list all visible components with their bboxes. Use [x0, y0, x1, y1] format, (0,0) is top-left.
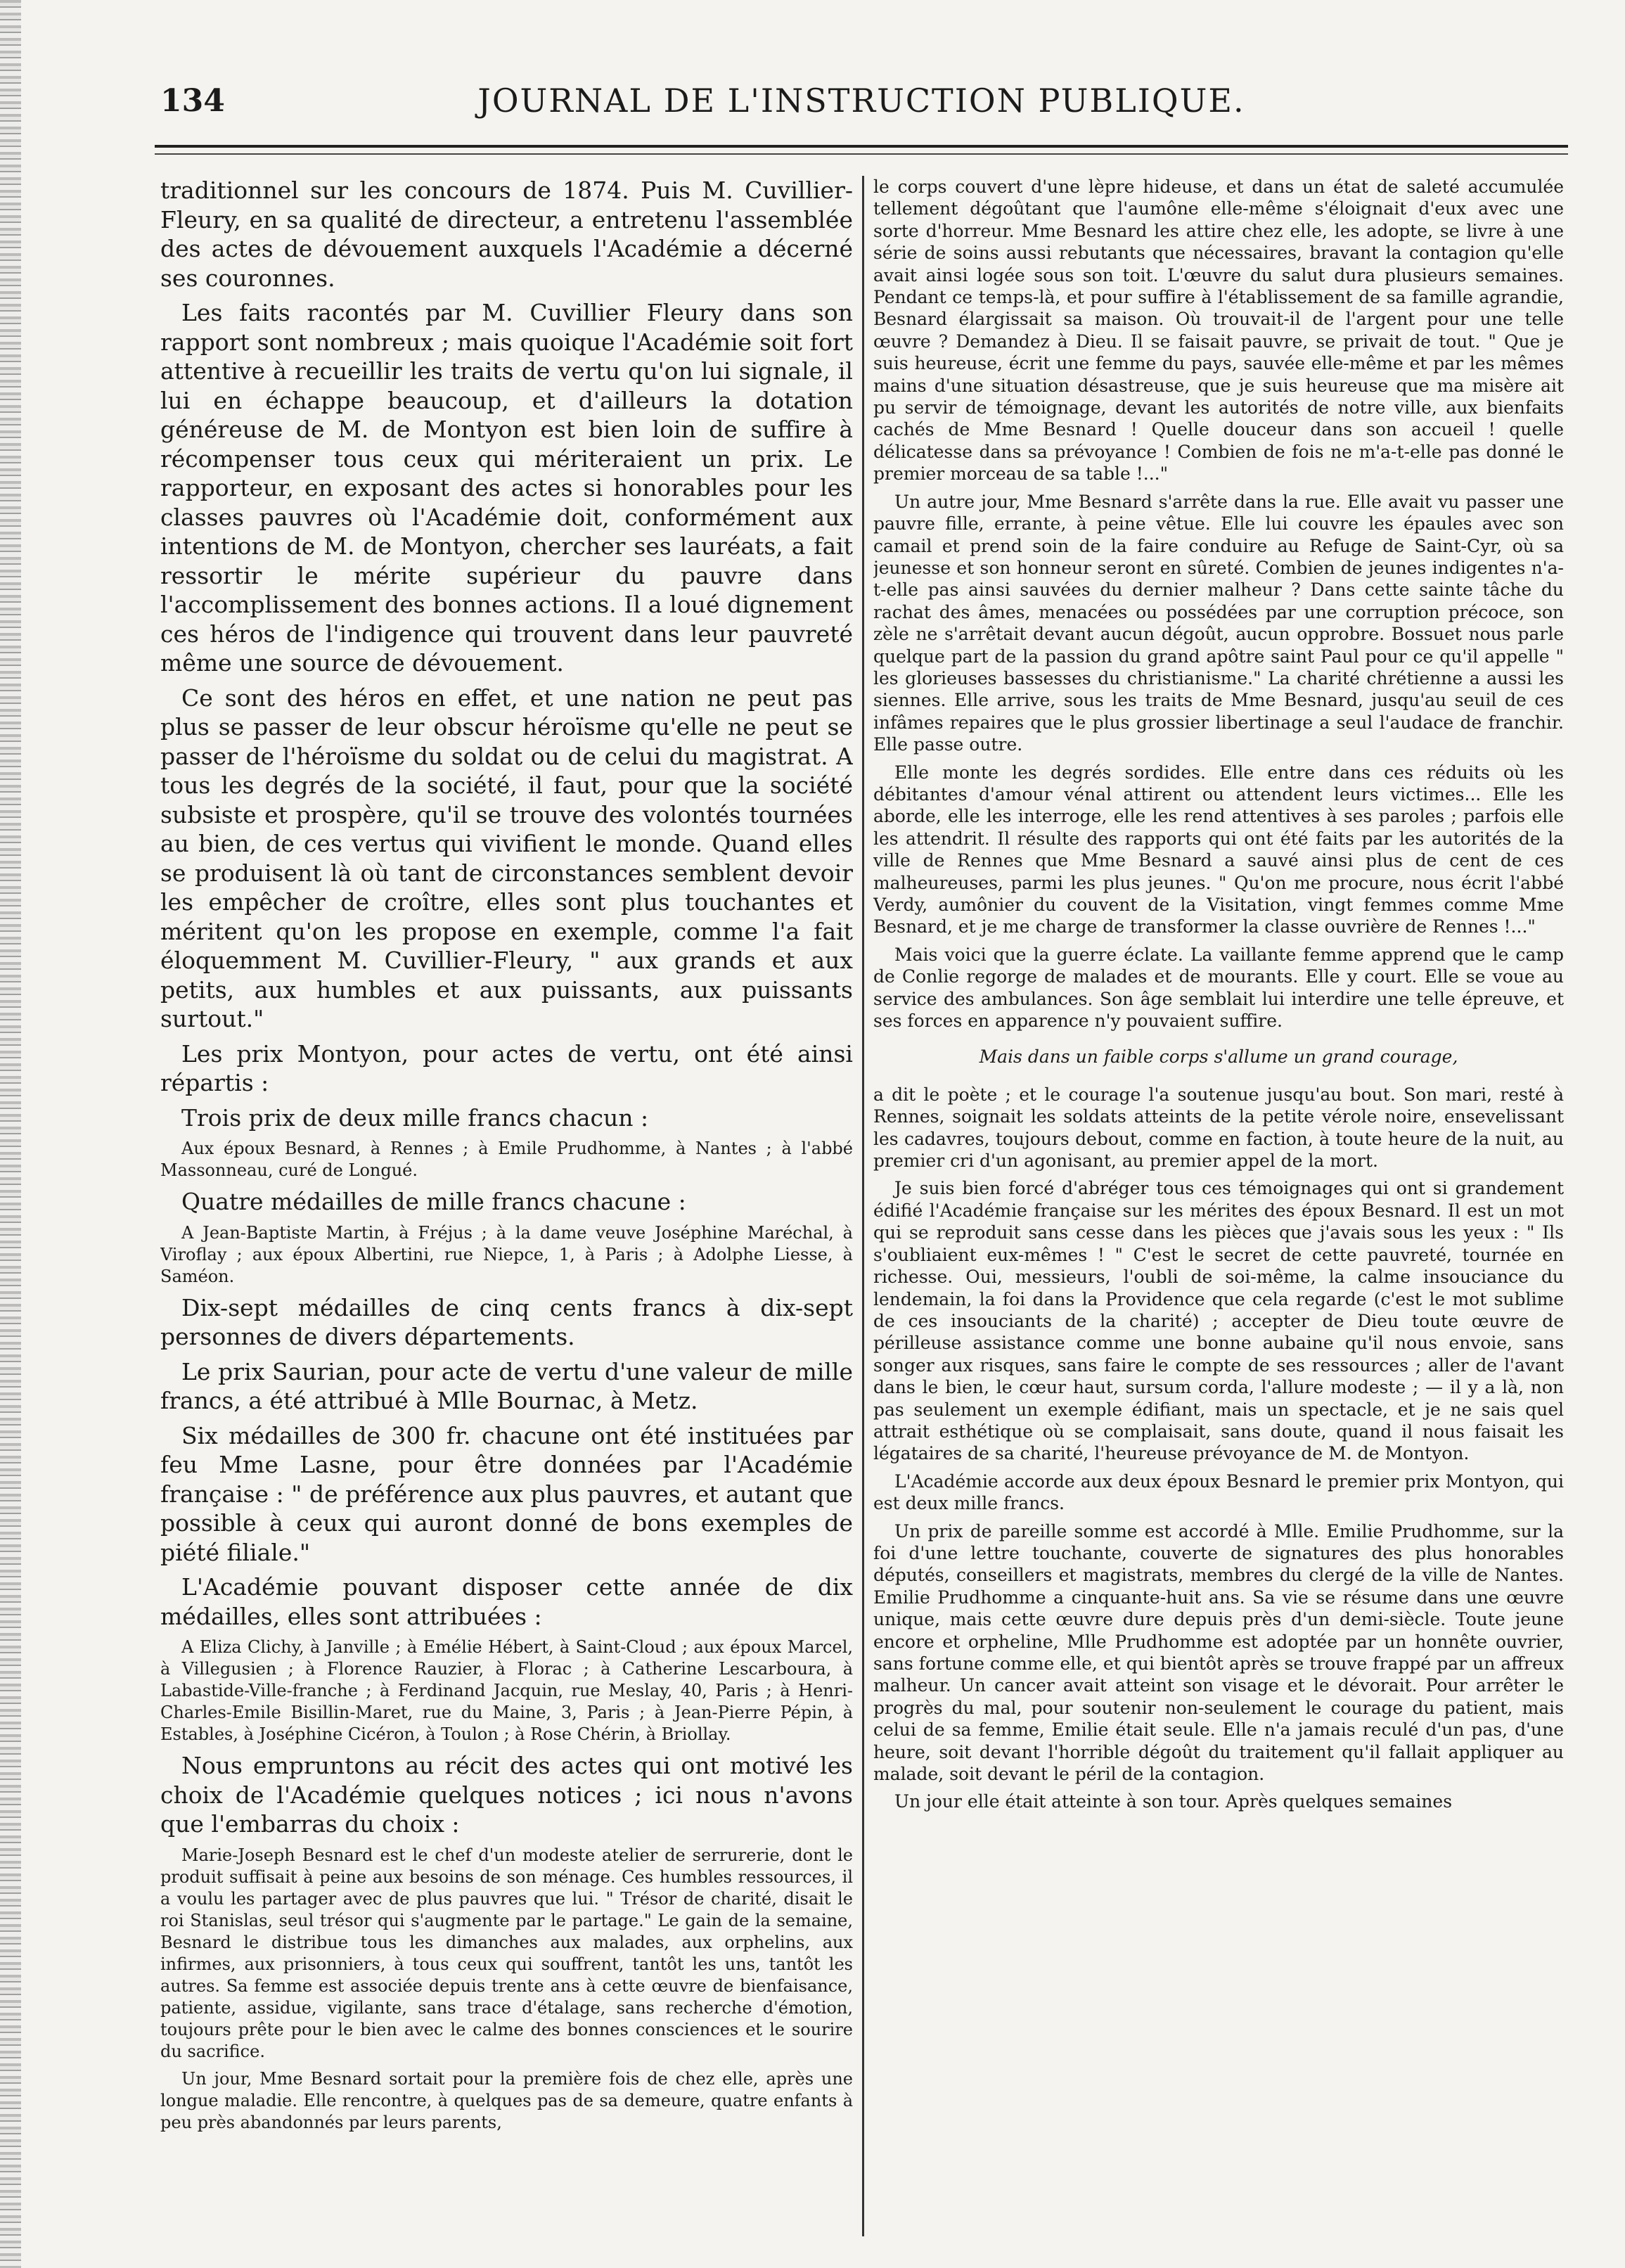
text-columns	[155, 176, 1568, 2236]
paragraph: Les faits racontés par M. Cuvillier Fleury dans son rapport sont nombreux ; mais quoique l'Académie soit fort attentive à recueillir les traits de vertu qu'on lui signale, il lui en échappe beaucoup, et d'ailleurs la dotation généreuse de M. de Montyon est bien loin de suffire à récompenser tous ceux qui mériteraient un prix. Le rapporteur, en exposant des actes si honorables pour les classes pauvres où l'Académie doit, conformément aux intentions de M. de Montyon, chercher ses lauréats, a fait ressortir le mérite supérieur du pauvre dans l'accomplissement des bonnes actions. Il a loué dignement ces héros de l'indigence qui trouvent dans leur pauvreté même une source de dévouement.	[160, 299, 853, 677]
right-column	[873, 176, 1564, 2236]
paragraph: Un autre jour, Mme Besnard s'arrête dans la rue. Elle avait vu passer une pauvre fille, errante, à peine vêtue. Elle lui couvre les épaules avec son camail et prend soin de la faire conduire au Refuge de Saint-Cyr, où sa jeunesse et son honneur seront en sûreté. Combien de jeunes indigentes n'a-t-elle pas ainsi sauvées du dernier malheur ? Dans cette sainte tâche du rachat des âmes, menacées ou possédées par une corruption précoce, son zèle ne s'arrêtait devant aucun dégoût, aucun opprobre. Bossuet nous parle quelque part de la passion du grand apôtre saint Paul pour ce qu'il appelle " les glorieuses bassesses du christianisme." La charité chrétienne a aussi les siennes. Elle arrive, sous les traits de Mme Besnard, jusqu'au seuil de ces infâmes repaires que le plus grossier libertinage a seul l'audace de franchir. Elle passe outre.	[873, 491, 1564, 755]
verse-quote: Mais dans un faible corps s'allume un grand courage,	[979, 1046, 1458, 1068]
paragraph: A Jean-Baptiste Martin, à Fréjus ; à la dame veuve Joséphine Maréchal, à Viroflay ; aux époux Albertini, rue Niepce, 1, à Paris ; à Adolphe Liesse, à Saméon.	[160, 1222, 853, 1286]
page-number: 134	[160, 83, 225, 119]
paragraph: Un jour, Mme Besnard sortait pour la première fois de chez elle, après une longue maladie. Elle rencontre, à quelques pas de sa demeure, quatre enfants à peu près abandonnés par leurs parents,	[160, 2068, 853, 2132]
paragraph: Je suis bien forcé d'abréger tous ces témoignages qui ont si grandement édifié l'Académie française sur les mérites des époux Besnard. Il est un mot qui se reproduit sans cesse dans les pièces que j'avais sous les yeux : " Ils s'oubliaient eux-mêmes ! " C'est le secret de cette pauvreté, tournée en richesse. Oui, messieurs, l'oubli de soi-même, la calme insouciance du lendemain, la foi dans la Providence que cela regarde (c'est le mot sublime de ces insouciants de la charité) ; accepter de Dieu toute œuvre de périlleuse assistance comme une bonne aubaine qu'il nous envoie, sans songer aux risques, sans faire le compte de ses ressources ; aller de l'avant dans le bien, le cœur haut, sursum corda, l'allure modeste ; — il y a là, non pas seulement un exemple édifiant, mais un spectacle, et je ne sais quel attrait esthétique où se complaisait, sans doute, quand il nous faisait les légataires de sa charité, l'heureuse prévoyance de M. de Montyon.	[873, 1178, 1564, 1464]
paragraph: A Eliza Clichy, à Janville ; à Emélie Hébert, à Saint-Cloud ; aux époux Marcel, à Villegusien ; à Florence Rauzier, à Florac ; à Catherine Lescarboura, à Labastide-Ville-franche ; à Ferdinand Jacquin, rue Meslay, 40, Paris ; à Henri-Charles-Emile Bisillin-Maret, rue du Maine, 3, Paris ; à Jean-Pierre Pépin, à Estables, à Joséphine Cicéron, à Toulon ; à Rose Chérin, à Briollay.	[160, 1637, 853, 1744]
paragraph: Aux époux Besnard, à Rennes ; à Emile Prudhomme, à Nantes ; à l'abbé Massonneau, curé de Longué.	[160, 1139, 853, 1180]
paragraph: Un prix de pareille somme est accordé à Mlle. Emilie Prudhomme, sur la foi d'une lettre touchante, couverte de signatures des plus honorables députés, conseillers et magistrats, membres du clergé de la ville de Nantes. Emilie Prudhomme a cinquante-huit ans. Sa vie se résume dans une œuvre unique, mais cette œuvre dure depuis près d'un demi-siècle. Toute jeune encore et orpheline, Mlle Prudhomme est adoptée par un honnête ouvrier, sans fortune comme elle, et qui bientôt après se trouve frappé par un affreux malheur. Un cancer avait atteint son visage et le dévorait. Pour arrêter le progrès du mal, pour soutenir non-seulement le courage du patient, mais celui de sa femme, Emilie était seule. Elle n'a jamais reculé d'un pas, d'une heure, soit devant l'horrible dégoût du traitement qu'il fallait appliquer au malade, soit devant le péril de la contagion.	[873, 1520, 1564, 1785]
header-rule	[155, 145, 1568, 155]
paragraph: Quatre médailles de mille francs chacune :	[181, 1188, 686, 1215]
left-column	[160, 176, 853, 2236]
page-header	[155, 77, 1568, 127]
journal-page	[155, 77, 1568, 2243]
page-title: JOURNAL DE L'INSTRUCTION PUBLIQUE.	[477, 82, 1245, 120]
paragraph: traditionnel sur les concours de 1874. Puis M. Cuvillier-Fleury, en sa qualité de directeur, a entretenu l'assemblée des actes de dévouement auxquels l'Académie a décerné ses couronnes.	[160, 177, 853, 292]
paragraph: le corps couvert d'une lèpre hideuse, et dans un état de saleté accumulée tellement dégoûtant que l'aumône elle-même s'éloignait d'eux avec une sorte d'horreur. Mme Besnard les attire chez elle, les adopte, se livre à une série de soins aussi rebutants que nécessaires, bravant la contagion qu'elle avait ainsi logée sous son toit. L'œuvre du salut dura plusieurs semaines. Pendant ce temps-là, et pour suffire à l'établissement de sa famille agrandie, Besnard élargissait sa maison. Où trouvait-il de l'argent pour une telle œuvre ? Demandez à Dieu. Il se faisait pauvre, se privait de tout. " Que je suis heureuse, écrit une femme du pays, sauvée elle-même et par les mêmes mains d'une situation désastreuse, que je suis heureuse que ma misère ait pu servir de témoignage, devant les autorités de notre ville, aux bienfaits cachés de Mme Besnard ! Quelle douceur dans son accueil ! quelle délicatesse dans sa prévoyance ! Combien de fois ne m'a-t-elle pas donné le premier morceau de sa table !..."	[873, 177, 1564, 485]
paragraph: Six médailles de 300 fr. chacune ont été instituées par feu Mme Lasne, pour être données par l'Académie française : " de préférence aux plus pauvres, et autant que possible à ceux qui auront donné de bons exemples de piété filiale."	[160, 1421, 853, 1566]
paragraph: Nous empruntons au récit des actes qui ont motivé les choix de l'Académie quelques notices ; ici nous n'avons que l'embarras du choix :	[160, 1752, 853, 1838]
paragraph: Le prix Saurian, pour acte de vertu d'une valeur de mille francs, a été attribué à Mlle Bournac, à Metz.	[160, 1357, 853, 1414]
paragraph: Ce sont des héros en effet, et une nation ne peut pas plus se passer de leur obscur héroïsme qu'elle ne peut se passer de l'héroïsme du soldat ou de celui du magistrat. A tous les degrés de la société, il faut, pour que la société subsiste et prospère, qu'il se trouve des volontés tournées au bien, de ces vertus qui vivifient le monde. Quand elles se produisent là où tant de circonstances semblent devoir les empêcher de croître, elles sont plus touchantes et méritent qu'on les propose en exemple, comme l'a fait éloquemment M. Cuvillier-Fleury, " aux grands et aux petits, aux humbles et aux puissants, aux puissants surtout."	[160, 684, 853, 1032]
paragraph: Mais voici que la guerre éclate. La vaillante femme apprend que le camp de Conlie regorge de malades et de mourants. Elle y court. Elle se voue au service des ambulances. Son âge semblait lui interdire une telle épreuve, et ses forces en apparence n'y pouvaient suffire.	[873, 944, 1564, 1032]
paragraph: L'Académie accorde aux deux époux Besnard le premier prix Montyon, qui est deux mille francs.	[873, 1471, 1564, 1514]
column-divider	[862, 176, 864, 2236]
paragraph: a dit le poète ; et le courage l'a soutenue jusqu'au bout. Son mari, resté à Rennes, soignait les soldats atteints de la petite vérole noire, ensevelissant les cadavres, toujours debout, comme en faction, à toute heure de la nuit, au premier cri d'un agonisant, au premier appel de la mort.	[873, 1084, 1564, 1172]
paragraph: Un jour elle était atteinte à son tour. Après quelques semaines	[894, 1791, 1453, 1812]
paragraph: Marie-Joseph Besnard est le chef d'un modeste atelier de serrurerie, dont le produit suffisait à peine aux besoins de son ménage. Ces humbles ressources, il a voulu les partager avec de plus pauvres que lui. " Trésor de charité, disait le roi Stanislas, seul trésor qui s'augmente par le partage." Le gain de la semaine, Besnard le distribue tous les dimanches aux malades, aux orphelins, aux infirmes, aux prisonniers, à tous ceux qui souffrent, tantôt les uns, tantôt les autres. Sa femme est associée depuis trente ans à cette œuvre de bienfaisance, patiente, assidue, vigilante, sans trace d'étalage, sans recherche d'émotion, toujours prête pour le bien avec le calme des bonnes consciences et le sourire du sacrifice.	[160, 1845, 853, 2061]
paragraph: Elle monte les degrés sordides. Elle entre dans ces réduits où les débitantes d'amour vénal attirent ou attendent leurs victimes... Elle les aborde, elle les interroge, elle les rend attentives à ses paroles ; parfois elle les attendrit. Il résulte des rapports qui ont été faits par les autorités de la ville de Rennes que Mme Besnard a sauvé ainsi plus de cent de ces malheureuses, parmi les plus jeunes. " Qu'on me procure, nous écrit l'abbé Verdy, aumônier du couvent de la Visitation, vingt femmes comme Mme Besnard, et je me charge de transformer la classe ouvrière de Rennes !..."	[873, 762, 1564, 937]
paragraph: Les prix Montyon, pour actes de vertu, ont été ainsi répartis :	[160, 1039, 853, 1096]
paragraph: L'Académie pouvant disposer cette année de dix médailles, elles sont attribuées :	[160, 1573, 853, 1630]
scan-edge-artifact	[0, 0, 21, 2268]
paragraph: Dix-sept médailles de cinq cents francs à dix-sept personnes de divers départements.	[160, 1293, 853, 1350]
paragraph: Trois prix de deux mille francs chacun :	[181, 1103, 649, 1132]
